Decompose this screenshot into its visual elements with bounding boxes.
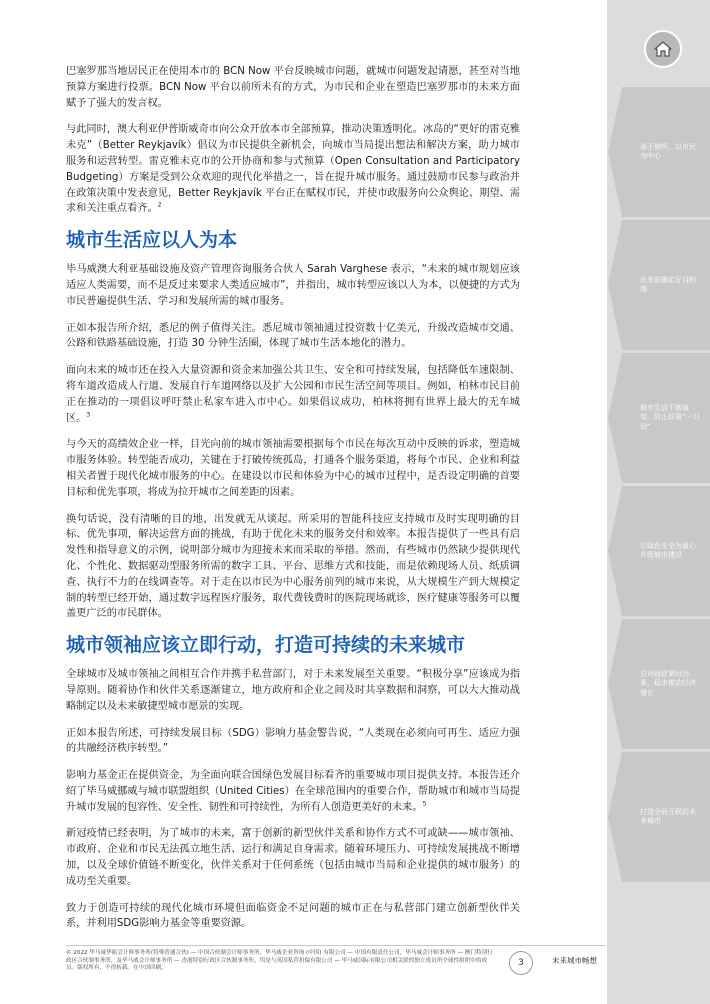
house-icon bbox=[654, 41, 672, 57]
sidebar-tab-policy[interactable] bbox=[622, 353, 710, 483]
sidebar-tab-green[interactable] bbox=[622, 486, 710, 616]
sidebar-tab-label: 出发前确定好目的地 bbox=[640, 275, 696, 293]
page-number: 3 bbox=[509, 951, 533, 975]
paragraph: 正如本报告所介绍，悉尼的例子值得关注。悉尼城市领袖通过投资数十亿美元，升级改造城市交通、公路和铁路基础设施，打造 30 分钟生活圈，体现了城市生活本地化的潜力。 bbox=[66, 322, 520, 350]
sidebar-tab-destination[interactable] bbox=[622, 220, 710, 350]
main-content bbox=[66, 64, 520, 943]
paragraph: 新冠疫情已经表明，为了城市的未来，富于创新的新型伙伴关系和协作方式不可或缺——城市领袖、市政府、企业和市民无法孤立地生活、运行和满足自身需求。随着环境压力、可持续发展挑战不断增加，以及全球价值链不断变化，伙伴关系对于任何系统（包括由城市当局和企业提供的城市服务）的成功至关重要。 bbox=[66, 828, 520, 887]
paragraph: 换句话说，没有清晰的目的地，出发就无从谈起。所采用的智能科技应支持城市及时实现明确的目标、优先事项，解决运营方面的挑战，有助于优化未来的服务交付和效率。本报告提供了一些具有启发性和指导意义的示例，说明部分城市为迎接未来而采取的举措。然而，有些城市仍然缺少提供现代化、个性化、数据驱动型服务所需的数字工具、平台、思维方式和技能，而是依赖现场人员、纸质调查、执行不力的在线调查等。对于走在以市民为中心服务前列的城市来说，从大规模生产到大规模定制的转型已经开始，通过数字远程医疗服务，取代费钱费时的医院现场就诊，医疗健康等服务可以覆盖更广泛的市民群体。 bbox=[66, 513, 520, 620]
section-heading: 城市生活应以人为本 bbox=[66, 229, 238, 252]
paragraph: 巴塞罗那当地居民正在使用本市的 BCN Now 平台反映城市问题，就城市问题发起请愿，甚至对当地预算方案进行投票。BCN Now 平台以前所未有的方式，为市民和企业在塑造巴塞罗那市的未来方面赋予了强大的发言权。 bbox=[66, 66, 520, 109]
paragraph: 影响力基金正在提供资金，为全面向联合国绿色发展目标看齐的重要城市项目提供支持。本报告还介绍了毕马威挪威与城市联盟组织（United Cities）在全球范围内的重要合作，帮助城市和城市当局提升城市发展的包容性、安全性、韧性和可持续性，为所有人创造更美好的未来。$^5$ bbox=[66, 770, 520, 813]
sidebar-tab-label: 打造全面互联的未来城市 bbox=[640, 807, 696, 825]
footnote-ref: 3 bbox=[86, 411, 91, 419]
footnote-ref: 5 bbox=[422, 800, 427, 808]
paragraph: 与此同时，澳大利亚伊普斯威奇市向公众开放本市全部预算，推动决策透明化。冰岛的“更好的雷克雅未克”（Better Reykjavík）倡议为市民提供全新机会，向城市当局提出想法和解决方案，助力城市服务和运营转型。雷克雅未克市的公开协商和参与式预算（Open Consultation and Participatory Budgeting）方案是受到公众欢迎的现代化举措之一，旨在提升城市服务。通过鼓励市民参与政治并在政策决策中发表意见，Better Reykjavík 平台正在赋权市民，并使市政服务向公众舆论、期望、需求和关注重点看齐。$^2$ bbox=[66, 124, 520, 215]
paragraph: 毕马威澳大利亚基础设施及资产管理咨询服务合伙人 Sarah Varghese 表示，“未来的城市规划应该适应人类需要，而不是反过来要求人类适应城市”，并指出，城市转型应该以人为本，以便捷的方式为市民普遍提供生活、学习和发展所需的城市服务。 bbox=[66, 264, 520, 307]
paragraph: 与今天的高绩效企业一样，目光向前的城市领袖需要根据每个市民在每次互动中反映的诉求，塑造城市服务体验。转型能否成功，关键在于打破传统孤岛，打通各个服务渠道，将每个市民、企业和利益相关者置于现代化城市服务的中心。在建设以市民和体验为中心的城市过程中，是否设定明确的首要目标和优先事项，将成为拉开城市之间差距的因素。 bbox=[66, 439, 520, 498]
sidebar-tab-label: 善于倾听，以市民为中心 bbox=[640, 142, 696, 160]
sidebar-tab-listen[interactable] bbox=[622, 87, 710, 217]
sidebar-tab-label: 城市生活不断演变，防止政策“一刀切” bbox=[640, 403, 700, 431]
section-heading: 城市领袖应该立即行动，打造可持续的未来城市 bbox=[66, 634, 466, 657]
paragraph: 全球城市及城市领袖之间相互合作并携手私营部门，对于未来发展至关重要。“积极分享”应该成为指导原则。随着协作和伙伴关系逐渐建立，地方政府和企业之间及时共享数据和洞察，可以大大推动战略制定以及未来敏捷型城市愿景的实现。 bbox=[66, 669, 520, 712]
footnote-ref: 2 bbox=[157, 201, 162, 209]
footer-doc-title: 未来城市畅想 bbox=[552, 956, 597, 965]
sidebar-tab-label: 以绿色安全为重心升级城市建设 bbox=[640, 541, 696, 559]
sidebar-tab-connected[interactable] bbox=[622, 752, 710, 882]
paragraph: 正如本报告所述，可持续发展目标（SDG）影响力基金警告说，“人类现在必须向可再生、适应力强的共融经济秩序转型。” bbox=[66, 727, 520, 755]
home-button[interactable] bbox=[644, 30, 682, 68]
sidebar-tab-economy[interactable] bbox=[622, 619, 710, 749]
footer-legal: © 2022 毕马威华振会计师事务所(特殊普通合伙) — 中国合伙制会计师事务所，毕马威企业咨询 (中国) 有限公司 — 中国有限责任公司，毕马威会计师事务所 — 澳门特别行政区合伙制事务所，及毕马威会计师事务所 — 香港特别行政区合伙制事务所，均是与英国私营担保有限公司 — 毕马威国际有限公司相关联的独立成员所全球性组织中的成员。版权所有，不得转载。在中国印刷。 bbox=[66, 950, 493, 972]
paragraph: 致力于创造可持续的现代化城市环境但面临资金不足问题的城市正在与私营部门建立创新型伙伴关系，并利用SDG影响力基金等重要资源。 bbox=[66, 902, 520, 930]
footer-divider bbox=[66, 945, 606, 946]
sidebar-tab-label: 应对财政紧时因素，稳步推动经济增长 bbox=[640, 669, 696, 697]
paragraph: 面向未来的城市还在投入大量资源和资金来加强公共卫生、安全和可持续发展，包括降低车速限制、将车道改造成人行道、发展自行车道网络以及扩大公园和市民生活空间等项目。例如，柏林市民目前正在推动的一项倡议呼吁禁止私家车进入市中心。如果倡议成功，柏林将拥有世界上最大的无车城区。$^3$ bbox=[66, 365, 520, 424]
